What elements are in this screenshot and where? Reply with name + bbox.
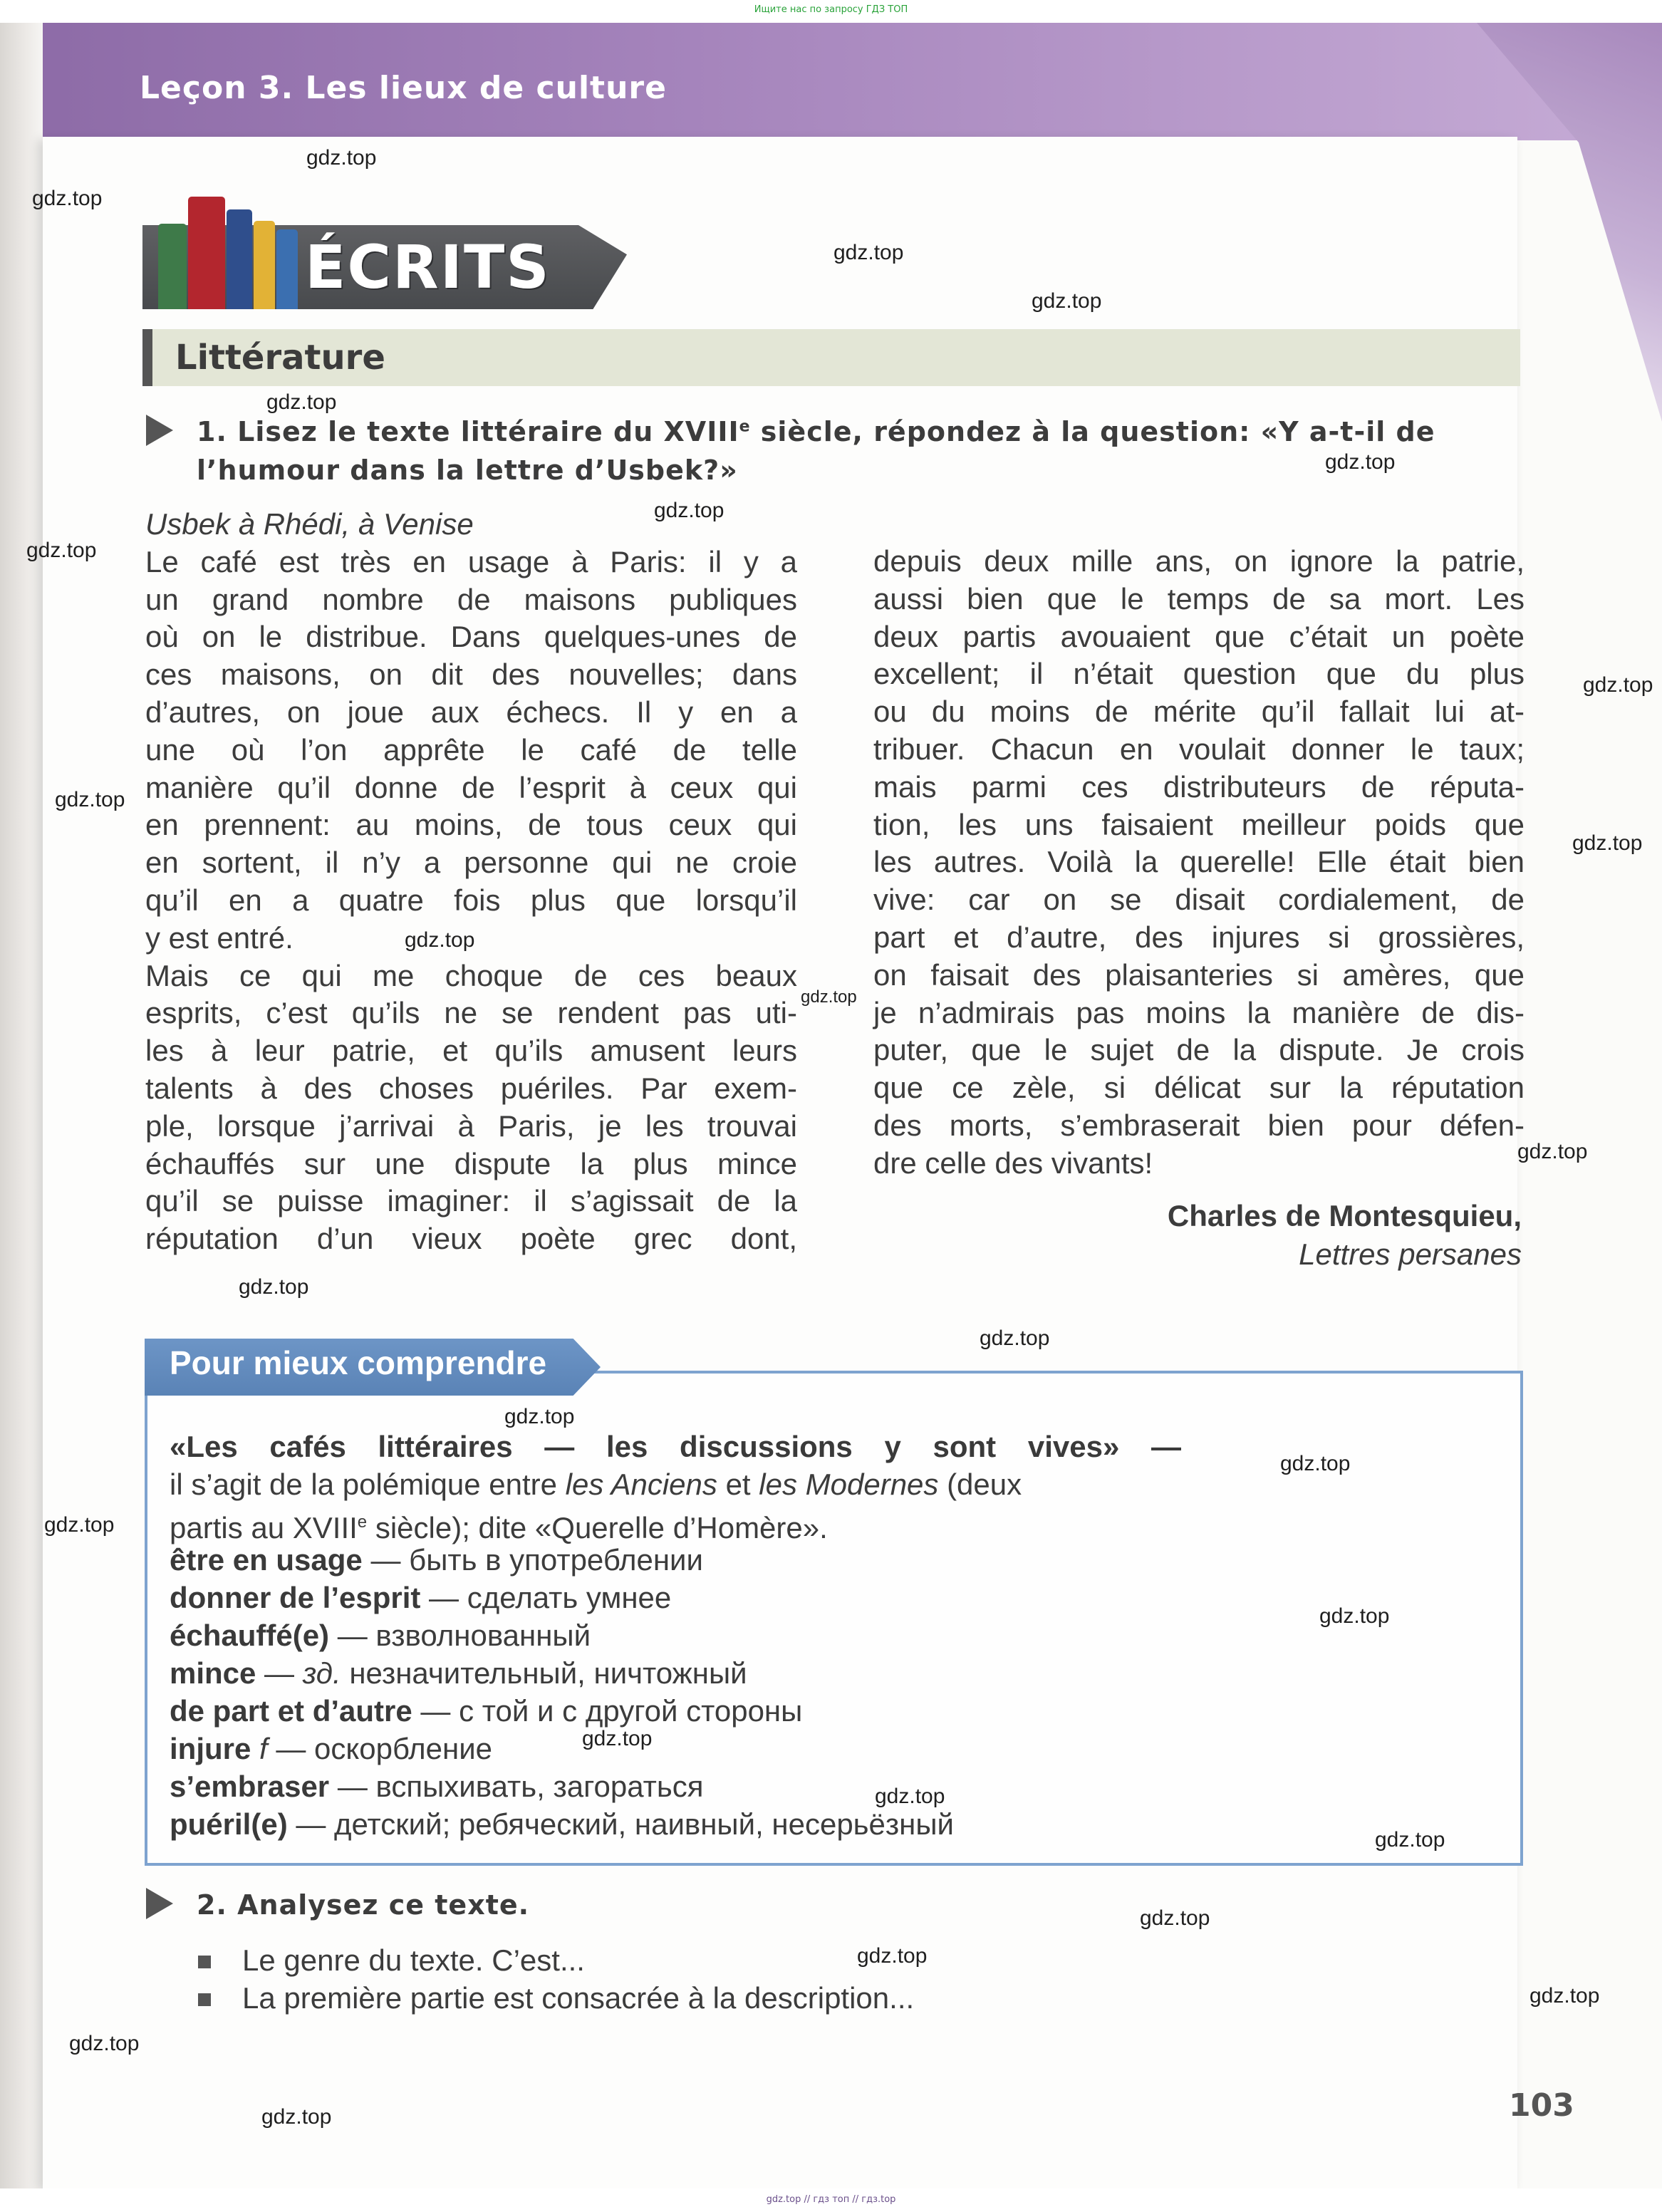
watermark: gdz.top xyxy=(55,788,125,811)
letter-heading: Usbek à Rhédi, à Venise xyxy=(145,507,474,541)
book-spine-shadow xyxy=(0,23,43,2188)
text-line: ou du moins de mérite qu’il fallait lui at- xyxy=(873,695,1525,729)
top-note: Ищите нас по запросу ГДЗ ТОП xyxy=(754,4,908,15)
intro-line3-sup: e xyxy=(357,1512,368,1532)
text-line: ple, lorsque j’arrivai à Paris, je les trouvai xyxy=(145,1108,797,1143)
glossary-sep: — xyxy=(267,1732,315,1765)
glossary-entry xyxy=(170,1692,802,1730)
text-line: excellent; il n’était question que du plus xyxy=(873,657,1525,691)
text-line: en sortent, il n’y a personne qui ne croie xyxy=(145,846,797,880)
watermark: gdz.top xyxy=(801,987,857,1007)
text-line: les autres. Voilà la querelle! Elle était bien xyxy=(873,845,1525,879)
glossary-sep: — xyxy=(329,1770,376,1803)
glossary-note: зд. xyxy=(302,1656,341,1690)
text-line: mais parmi ces distributeurs de réputa- xyxy=(873,769,1525,804)
watermark: gdz.top xyxy=(833,241,904,264)
glossary-term: échauffé(e) xyxy=(170,1619,330,1652)
task1-line1-sup: e xyxy=(739,417,751,436)
intro-text-b: et xyxy=(717,1468,759,1501)
glossary-sep: — xyxy=(412,1694,459,1728)
glossary-sep: — xyxy=(362,1543,410,1577)
intro-line3-a: partis au XVIII xyxy=(170,1511,358,1544)
glossary-sep: — xyxy=(420,1581,467,1614)
author-name: Charles de Montesquieu, xyxy=(1167,1199,1522,1232)
intro-anciens: les Anciens xyxy=(565,1468,717,1501)
text-line: un grand nombre de maisons publiques xyxy=(145,582,797,616)
books-icon xyxy=(158,194,301,309)
glossary-term: de part et d’autre xyxy=(170,1694,412,1728)
watermark: gdz.top xyxy=(980,1326,1050,1350)
text-line: aussi bien que le temps de sa mort. Les xyxy=(873,581,1525,616)
glossary-definition: взволнованный xyxy=(375,1619,591,1652)
glossary-term: être en usage xyxy=(170,1543,363,1577)
text-line: je n’admirais pas moins la manière de dis- xyxy=(873,995,1525,1029)
watermark: gdz.top xyxy=(1375,1828,1445,1852)
text-line: esprits, c’est qu’ils ne se rendent pas uti- xyxy=(145,996,797,1030)
watermark: gdz.top xyxy=(504,1405,575,1428)
watermark: gdz.top xyxy=(239,1275,309,1299)
glossary-definition: детский; ребяческий, наивный, несерьёзный xyxy=(334,1807,955,1841)
banner-title: ÉCRITS xyxy=(305,232,551,302)
glossary-title: Pour mieux comprendre xyxy=(170,1344,547,1381)
task1-arrow-icon xyxy=(146,415,173,446)
text-line: les à leur patrie, et qu’ils amusent leurs xyxy=(145,1034,797,1068)
glossary-intro-line2 xyxy=(170,1465,1022,1503)
glossary-term: mince xyxy=(170,1656,256,1690)
task2-arrow-icon xyxy=(146,1888,173,1919)
glossary-term: injure xyxy=(170,1732,251,1765)
task2-bullet-1: Le genre du texte. C’est... xyxy=(242,1943,585,1977)
text-line: une où l’on apprête le café de telle xyxy=(145,732,797,767)
glossary-term: donner de l’esprit xyxy=(170,1581,421,1614)
watermark: gdz.top xyxy=(405,928,475,952)
glossary-entry xyxy=(170,1730,492,1767)
watermark: gdz.top xyxy=(875,1785,945,1808)
watermark: gdz.top xyxy=(1529,1984,1600,2008)
glossary-entry xyxy=(170,1579,671,1616)
text-line: tribuer. Chacun en voulait donner le taux; xyxy=(873,732,1525,766)
glossary-intro-line1 xyxy=(170,1428,1181,1465)
page-number: 103 xyxy=(1509,2087,1574,2124)
attribution xyxy=(1168,1197,1522,1274)
right-text-lines xyxy=(873,543,1525,1183)
glossary-entry xyxy=(170,1767,704,1805)
watermark: gdz.top xyxy=(1280,1452,1351,1475)
glossary-definition: быть в употреблении xyxy=(409,1543,703,1577)
text-line: que ce zèle, si délicat sur la réputation xyxy=(873,1071,1525,1105)
text-line: ces maisons, on dit des nouvelles; dans xyxy=(145,658,797,692)
text-line: vive: car on se disait cordialement, de xyxy=(873,883,1525,917)
bottom-note: gdz.top // гдз топ // гдз.top xyxy=(766,2194,896,2205)
glossary-sep: — xyxy=(256,1656,303,1690)
watermark: gdz.top xyxy=(32,187,103,210)
glossary-definition: сделать умнее xyxy=(467,1581,672,1614)
bullet-icon xyxy=(198,1956,211,1968)
intro-line3-b: siècle); dite «Querelle d’Homère». xyxy=(367,1511,828,1544)
text-line: manière qu’il donne de l’esprit à ceux qui xyxy=(145,770,797,804)
text-line: talents à des choses puériles. Par exem- xyxy=(145,1071,797,1105)
watermark: gdz.top xyxy=(1319,1604,1390,1628)
work-title: Lettres persanes xyxy=(1299,1237,1522,1271)
watermark: gdz.top xyxy=(1325,450,1396,474)
text-left-column xyxy=(145,506,797,1258)
glossary-entry xyxy=(170,1616,591,1654)
text-line: deux partis avouaient que c’était un poète xyxy=(873,619,1525,653)
task2-title: 2. Analysez ce texte. xyxy=(197,1889,530,1921)
watermark: gdz.top xyxy=(1517,1140,1588,1163)
glossary-definition: незначительный, ничтожный xyxy=(341,1656,747,1690)
text-line: qu’il se puisse imaginer: il s’agissait de la xyxy=(145,1184,797,1218)
left-text-lines xyxy=(145,544,797,1258)
intro-text-a: il s’agit de la polémique entre xyxy=(170,1468,566,1501)
watermark: gdz.top xyxy=(1140,1906,1210,1930)
watermark: gdz.top xyxy=(306,146,377,170)
glossary-sep: — xyxy=(287,1807,335,1841)
task1-line1-b: siècle, répondez à la question: «Y a-t-il de xyxy=(750,416,1435,447)
task1-instruction xyxy=(197,416,1435,447)
task1-line2: l’humour dans la lettre d’Usbek?» xyxy=(197,455,738,486)
text-line: on faisait des plaisanteries si amères, que xyxy=(873,957,1525,992)
glossary-note: f xyxy=(259,1732,268,1765)
text-line: réputation d’un vieux poète grec dont, xyxy=(145,1222,797,1256)
text-line: qu’il en a quatre fois plus que lorsqu’il xyxy=(145,883,797,917)
glossary-intro-bold: «Les cafés littéraires — les discussions y sont vives» — xyxy=(170,1430,1181,1463)
glossary-term: puéril(e) xyxy=(170,1807,288,1841)
bullet-icon xyxy=(198,1993,211,2006)
text-line: dre celle des vivants! xyxy=(873,1146,1153,1180)
watermark: gdz.top xyxy=(44,1513,115,1537)
glossary-term: s’embraser xyxy=(170,1770,330,1803)
watermark: gdz.top xyxy=(261,2105,332,2129)
watermark: gdz.top xyxy=(654,499,724,522)
text-line: Le café est très en usage à Paris: il y a xyxy=(145,544,797,578)
glossary-entry xyxy=(170,1805,954,1843)
task2-bullet-2: La première partie est consacrée à la description... xyxy=(242,1981,915,2015)
text-line: puter, que le sujet de la dispute. Je crois xyxy=(873,1033,1525,1067)
glossary-entry xyxy=(170,1654,747,1692)
text-line: des morts, s’embraserait bien pour défen- xyxy=(873,1108,1525,1142)
watermark: gdz.top xyxy=(582,1727,653,1750)
glossary-definition: оскорбление xyxy=(314,1732,493,1765)
text-line: depuis deux mille ans, on ignore la patrie, xyxy=(873,544,1525,578)
glossary-intro-line3 xyxy=(170,1503,828,1547)
text-line: d’autres, on joue aux échecs. Il y en a xyxy=(145,695,797,729)
watermark: gdz.top xyxy=(69,2032,140,2055)
watermark: gdz.top xyxy=(1032,289,1102,313)
watermark: gdz.top xyxy=(1572,831,1643,855)
text-line: échauffés sur une dispute la plus mince xyxy=(145,1146,797,1180)
text-line: part et d’autre, des injures si grossières, xyxy=(873,920,1525,954)
text-line: tion, les uns faisaient meilleur poids que xyxy=(873,807,1525,841)
glossary-definition: вспыхивать, загораться xyxy=(375,1770,704,1803)
intro-modernes: les Modernes xyxy=(759,1468,939,1501)
section-title: Littérature xyxy=(175,338,385,378)
watermark: gdz.top xyxy=(266,390,337,414)
text-line: en prennent: au moins, de tous ceux qui xyxy=(145,808,797,842)
glossary-definition: с той и с другой стороны xyxy=(459,1694,803,1728)
lesson-title: Leçon 3. Les lieux de culture xyxy=(140,70,667,106)
glossary-sep: — xyxy=(329,1619,376,1652)
text-line: où on le distribue. Dans quelques-unes de xyxy=(145,620,797,654)
glossary-entry xyxy=(170,1541,703,1579)
text-right-column xyxy=(873,543,1525,1183)
watermark: gdz.top xyxy=(857,1944,928,1968)
text-line: y est entré. xyxy=(145,920,294,955)
text-line: Mais ce qui me choque de ces beaux xyxy=(145,958,797,992)
intro-text-c: (deux xyxy=(938,1468,1022,1501)
task1-line1-a: 1. Lisez le texte littéraire du XVIII xyxy=(197,416,739,447)
watermark: gdz.top xyxy=(26,539,97,562)
watermark: gdz.top xyxy=(1583,673,1653,697)
